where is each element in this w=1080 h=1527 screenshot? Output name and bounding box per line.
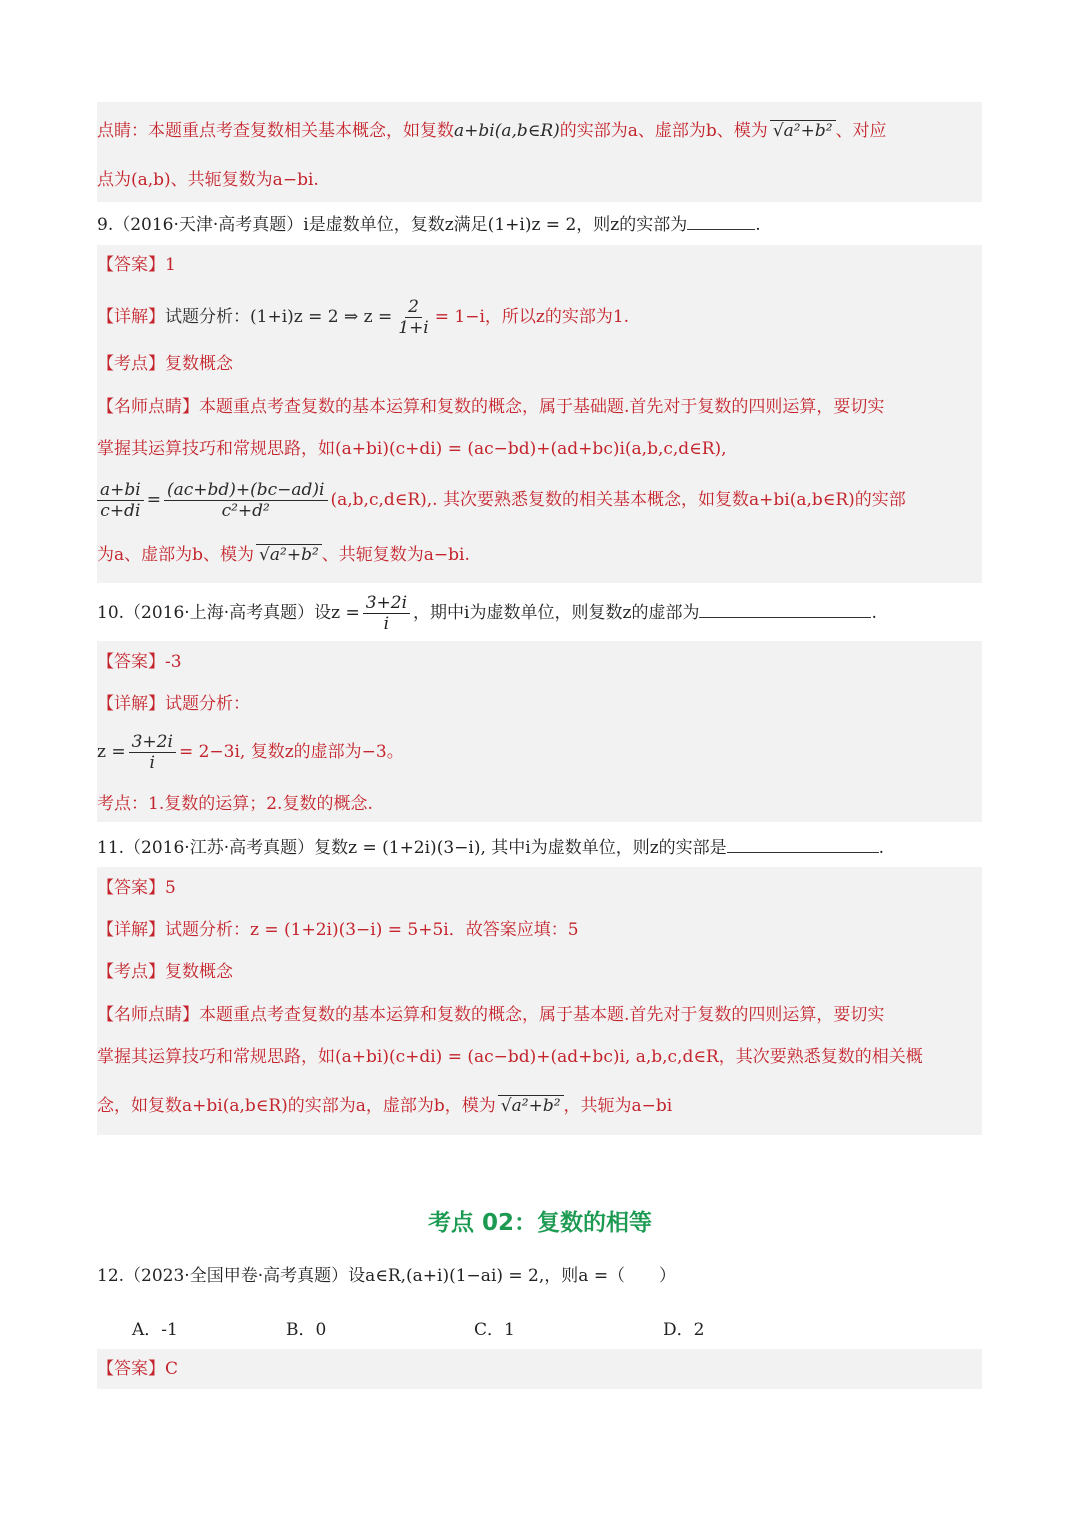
q9-blank <box>687 211 755 230</box>
q11-answer-value: 5 <box>165 878 176 898</box>
q10-calc-fraction <box>129 732 176 773</box>
q11-detail-tag: 【详解】 <box>97 920 165 940</box>
tip0-expr: a+bi(a,b∈R) <box>454 121 560 141</box>
q11-detail-text: 试题分析：z = (1+2i)(3−i) = 5+5i．故答案应填：5 <box>165 920 579 940</box>
q9-mst3-frac1 <box>97 480 144 521</box>
q10-stem-post: ，期中i为虚数单位，则复数z的虚部为 <box>413 603 700 623</box>
q11-mst3-post: ，共轭为a−bi <box>563 1096 673 1116</box>
q12-choice-b[interactable]: B．0 <box>286 1320 327 1340</box>
sqrt-symbol: √a²+b² <box>770 120 836 141</box>
q11-answer-tag: 【答案】 <box>97 878 165 898</box>
q9-kd-value: 复数概念 <box>165 354 233 374</box>
tip0-mid: 的实部为a、虚部为b、模为 <box>559 121 768 141</box>
q9-detail-post: = 1−i，所以z的实部为1. <box>434 307 630 327</box>
q10-detail <box>97 692 982 716</box>
q10-stem-num: 3+2i <box>363 593 410 614</box>
q9-mst4-post: 、共轭复数为a−bi. <box>321 545 470 565</box>
q9-kd-tag: 【考点】 <box>97 354 165 374</box>
tip0-text: 点睛：本题重点考查复数相关基本概念，如复数 <box>97 121 454 141</box>
q12-answer-value: C <box>165 1359 179 1379</box>
q11-kaodian <box>97 960 982 984</box>
q9-detail-fraction <box>395 297 432 338</box>
q9-detail <box>97 293 982 341</box>
q9-detail-tag: 【详解】 <box>97 307 165 327</box>
q9-frac-den: 1+i <box>398 318 429 338</box>
q9-kaodian <box>97 352 982 376</box>
section-title: 考点 02：复数的相等 <box>427 1210 652 1236</box>
q11-mst-tag: 【名师点睛】 <box>97 1005 199 1025</box>
q10-stem-fraction <box>363 593 410 634</box>
q9-answer <box>97 253 982 277</box>
q11-detail <box>97 918 982 942</box>
q9-mst3-den1: c+di <box>100 501 141 521</box>
q11-kd-value: 复数概念 <box>165 962 233 982</box>
q9-mst3-eq: = <box>146 490 161 510</box>
q9-answer-value: 1 <box>165 255 176 275</box>
tip0-line2: 点为(a,b)、共轭复数为a−bi. <box>97 170 319 190</box>
q11-mst3-pre: 念，如复数a+bi(a,b∈R)的实部为a，虚部为b，模为 <box>97 1096 496 1116</box>
q9-stem-text: 9.（2016·天津·高考真题）i是虚数单位，复数z满足(1+i)z = 2，则z的实部为 <box>97 215 688 235</box>
q12-answer-tag: 【答案】 <box>97 1359 165 1379</box>
tip0-suffix: 、对应 <box>835 121 887 141</box>
q10-calc-post: = 2−3i, 复数z的虚部为−3。 <box>178 742 404 762</box>
sqrt-symbol: √a²+b² <box>256 544 322 565</box>
q10-stem-den: i <box>383 614 390 634</box>
q12-answer <box>97 1357 982 1381</box>
q12-choice-c[interactable]: C．1 <box>474 1320 515 1340</box>
q10-kaodian: 考点：1.复数的运算；2.复数的概念. <box>97 794 373 814</box>
q9-mst4-pre: 为a、虚部为b、模为 <box>97 545 255 565</box>
q12-choices <box>0 1315 1080 1341</box>
q9-mst3-den2: c²+d² <box>221 501 270 521</box>
q12-choice-d[interactable]: D．2 <box>663 1320 705 1340</box>
tip0-sqrt: a²+b² <box>783 121 833 141</box>
q9-mst3-num1: a+bi <box>97 480 144 501</box>
q10-calc-num: 3+2i <box>129 732 176 753</box>
q9-detail-pre: 试题分析：(1+i)z = 2 ⇒ z = <box>165 307 393 327</box>
sqrt-symbol: √a²+b² <box>498 1095 564 1116</box>
q12-choice-a[interactable]: A．-1 <box>132 1320 178 1340</box>
q10-answer <box>97 650 982 674</box>
q9-mst-line2: 掌握其运算技巧和常规思路，如(a+bi)(c+di) = (ac−bd)+(ad+bc)i(a,b,c,d∈R), <box>97 439 727 459</box>
q10-blank <box>699 599 871 618</box>
q10-calc-den: i <box>149 753 155 773</box>
q9-mst3-num2: (ac+bd)+(bc−ad)i <box>164 480 328 501</box>
q10-calc-pre: z = <box>97 742 126 762</box>
q9-mst4-sqrt: a²+b² <box>269 545 319 565</box>
q11-stem <box>97 834 982 860</box>
q11-kd-tag: 【考点】 <box>97 962 165 982</box>
q9-answer-tag: 【答案】 <box>97 255 165 275</box>
q9-tail: . <box>755 215 761 235</box>
q11-tail: . <box>878 838 885 858</box>
q11-mst3-sqrt: a²+b² <box>511 1096 561 1116</box>
q11-mst-line2: 掌握其运算技巧和常规思路，如(a+bi)(c+di) = (ac−bd)+(ad+bc)i, a,b,c,d∈R，其次要熟悉复数的相关概 <box>97 1047 923 1067</box>
q9-mst-tag: 【名师点睛】 <box>97 397 199 417</box>
q11-mst1: 本题重点考查复数的基本运算和复数的概念，属于基本题.首先对于复数的四则运算，要切实 <box>199 1005 885 1025</box>
q11-mst-line1 <box>97 1003 982 1027</box>
q11-stem-text: 11.（2016·江苏·高考真题）复数z = (1+2i)(3−i), 其中i为虚数单位，则z的实部是 <box>97 838 727 858</box>
q10-answer-value: -3 <box>165 652 182 672</box>
q11-blank <box>727 834 879 853</box>
q9-stem <box>97 211 982 237</box>
q10-answer-tag: 【答案】 <box>97 652 165 672</box>
q10-calc <box>97 728 982 776</box>
q10-detail-text: 试题分析： <box>165 694 250 714</box>
q9-mst-line1 <box>97 395 982 419</box>
q10-stem <box>97 589 982 637</box>
q9-frac-num: 2 <box>405 297 422 318</box>
q10-detail-tag: 【详解】 <box>97 694 165 714</box>
q9-mst-line4 <box>97 543 982 567</box>
q11-mst-line3 <box>97 1094 982 1118</box>
q10-tail: . <box>871 603 877 623</box>
q9-mst1: 本题重点考查复数的基本运算和复数的概念，属于基础题.首先对于复数的四则运算，要切实 <box>199 397 885 417</box>
tip0-line1 <box>97 119 982 143</box>
q9-mst3-post: (a,b,c,d∈R),. 其次要熟悉复数的相关基本概念，如复数a+bi(a,b∈R)的实部 <box>330 490 906 510</box>
q9-mst-line3 <box>97 476 982 524</box>
q11-answer <box>97 876 982 900</box>
q12-stem: 12.（2023·全国甲卷·高考真题）设a∈R,(a+i)(1−ai) = 2,，则a =（ ） <box>97 1266 677 1286</box>
q10-stem-pre: 10.（2016·上海·高考真题）设z = <box>97 603 360 623</box>
q9-mst3-frac2 <box>164 480 328 521</box>
